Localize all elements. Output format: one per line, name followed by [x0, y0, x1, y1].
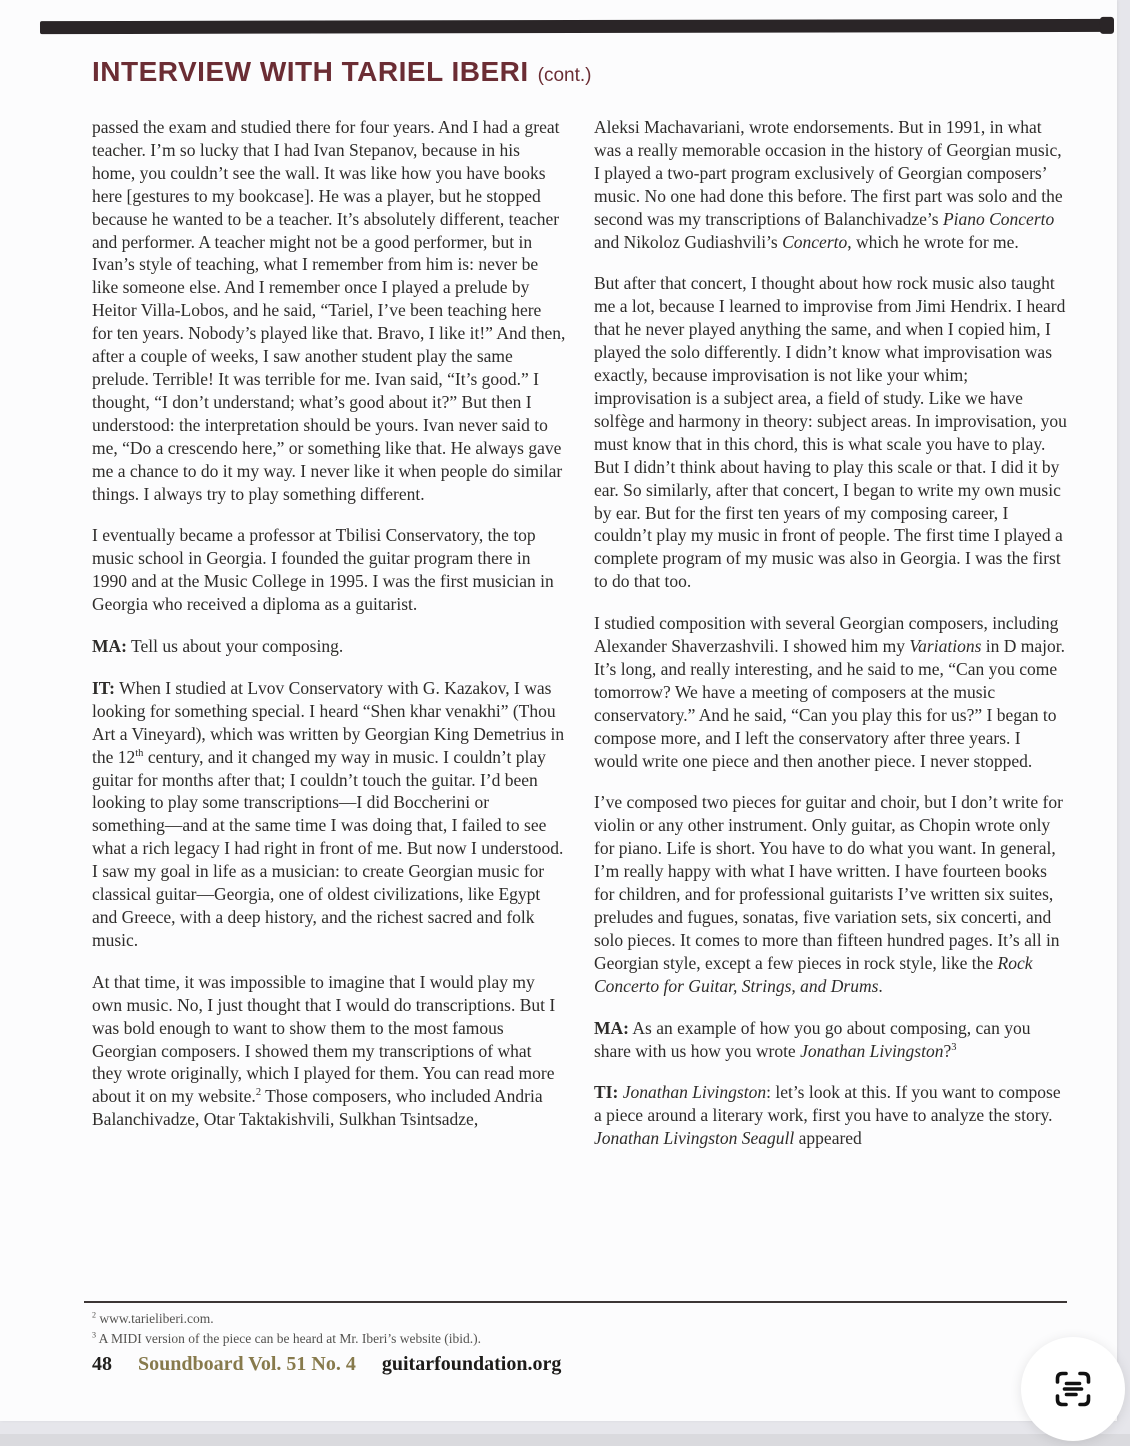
- text-segment: TI:: [594, 1082, 619, 1103]
- text-segment: As an example of how you go about composing, can you share with us how you wrote: [594, 1017, 1031, 1061]
- text-segment: Aleksi Machavariani, wrote endorsements. But in 1991, in what was a really memorable occasion in the history of Georgian music, I played a two-part program exclusively of Georgian composers’ music. No one had done this before. The first part was solo and the second was my transcriptions of Balanchivadze’s: [594, 117, 1063, 229]
- text-segment: Variations: [909, 636, 982, 657]
- paragraph: [92, 524, 566, 616]
- text-segment: Jonathan Livingston Seagull: [594, 1128, 795, 1149]
- text-segment: ?: [943, 1040, 952, 1061]
- paragraph: [594, 116, 1068, 253]
- text-segment: At that time, it was impossible to imagine that I would play my own music. No, I just thought that I would do transcriptions. But I was bold enough to want to show them to the most famous Georgian composers. I showed them my transcriptions of what they wrote originally, which I played for them. You can read more about it on my website.: [92, 971, 556, 1107]
- text-segment: century, and it changed my way in music. I couldn’t play guitar for months after that; I couldn’t touch the guitar. I’d been looking to play some transcriptions—I did Boccherini or something—and at the same time I was doing that, I failed to see what a rich legacy I had right in front of me. But now I understood. I saw my goal in life as a musician: to create Georgian music for classical guitar—Georgia, one of oldest civilizations, like Egypt and Greece, with a deep history, and the richest sacred and folk music.: [92, 746, 564, 950]
- paragraph: [594, 791, 1068, 997]
- text-segment: MA:: [594, 1017, 629, 1038]
- text-segment: I’ve composed two pieces for guitar and choir, but I don’t write for violin or any other instrument. Only guitar, as Chopin wrote only for piano. Life is short. You have to do what you want. In general, I’m really happy with what I have written. I have fourteen books for children, and for professional guitarists I’ve written six suites, preludes and fugues, sonatas, five variation sets, six concerti, and solo pieces. It comes to more than fifteen hundred pages. It’s all in Georgian style, except a few pieces in rock style, like the: [594, 792, 1063, 973]
- article-body: [92, 116, 1068, 1150]
- footnotes: [92, 1309, 481, 1349]
- footnote: $^3$ A MIDI version of the piece can be heard at Mr. Iberi’s website (ibid.).: [92, 1330, 482, 1346]
- text-segment: I eventually became a professor at Tbilisi Conservatory, the top music school in Georgia. I founded the guitar program there in 1990 and at the Music College in 1995. I was the first musician in Georgia who received a diploma as a guitarist.: [92, 525, 554, 615]
- text-segment: and Nikoloz Gudiashvili’s: [594, 231, 783, 252]
- scan-text-icon: [1049, 1365, 1097, 1413]
- paragraph: [92, 677, 566, 952]
- text-segment: Rock Concerto for Guitar, Strings, and Drums: [594, 952, 1033, 996]
- article-column-right: [594, 116, 1068, 1150]
- page-title: [92, 56, 591, 88]
- paragraph: [92, 971, 566, 1131]
- paragraph: [594, 1081, 1068, 1150]
- text-segment: Jonathan Livingston: [622, 1082, 767, 1103]
- text-segment: Those composers, who included Andria Balanchivadze, Otar Taktakishvili, Sulkhan Tsintsadze,: [92, 1086, 543, 1130]
- text-segment: passed the exam and studied there for four years. And I had a great teacher. I’m so lucky that I had Ivan Stepanov, because in his home, you couldn’t see the wall. It was like how you have books here [gestures to my bookcase]. He was a player, but he stopped because he wanted to be a teacher. It’s absolutely different, teacher and performer. A teacher might not be a good performer, but in Ivan’s style of teaching, what I remember from him is: never be like someone else. And I remember once I played a prelude by Heitor Villa-Lobos, and he said, “Tariel, I’ve been teaching here for ten years. Nobody’s played like that. Bravo, I like it!” And then, after a couple of weeks, I saw another student play the same prelude. Terrible! It was terrible for me. Ivan said, “It’s good.” I thought, “I don’t understand; what’s good about it?” But then I understood: the interpretation should be yours. Ivan never said to me, “Do a crescendo here,” or something like that. He always gave me a chance to do it my way. I never like it when people do similar things. I always try to play something different.: [92, 117, 566, 504]
- paragraph: [594, 612, 1068, 772]
- text-segment: MA:: [92, 636, 127, 657]
- text-segment: : let’s look at this. If you want to compose a piece around a literary work, first you have to analyze the story.: [594, 1082, 1061, 1126]
- footnote-divider: [84, 1301, 1067, 1303]
- paragraph: [92, 116, 566, 505]
- article-column-left: [92, 116, 566, 1150]
- article-title-cont: (cont.): [537, 65, 592, 86]
- text-segment: I studied composition with several Georgian composers, including Alexander Shaverzashvili. I showed him my: [594, 613, 1059, 657]
- text-segment: Concerto: [782, 231, 848, 252]
- page-footer: [92, 1353, 561, 1376]
- live-text-button[interactable]: [1021, 1337, 1125, 1441]
- text-segment: 2: [255, 1087, 262, 1099]
- publication-title: Soundboard Vol. 51 No. 4: [138, 1353, 356, 1375]
- page-number: 48: [92, 1353, 112, 1375]
- background-strip: [0, 1434, 1130, 1446]
- text-segment: .: [878, 975, 883, 996]
- publication-website: guitarfoundation.org: [381, 1353, 562, 1375]
- scan-edge-bar: [40, 19, 1112, 34]
- paragraph: [92, 635, 566, 658]
- text-segment: 3: [951, 1041, 957, 1053]
- text-segment: th: [135, 747, 144, 759]
- text-segment: When I studied at Lvov Conservatory with G. Kazakov, I was looking for something special. I heard “Shen khar venakhi” (Thou Art a Vineyard), which was written by Georgian King Demetrius in the 12: [92, 677, 565, 767]
- paragraph: [594, 272, 1068, 593]
- text-segment: Tell us about your composing.: [126, 636, 344, 657]
- text-segment: appeared: [794, 1128, 862, 1149]
- text-segment: Jonathan Livingston: [800, 1040, 944, 1061]
- article-title: INTERVIEW WITH TARIEL IBERI: [92, 56, 529, 87]
- text-segment: IT:: [92, 677, 116, 698]
- text-segment: in D major. It’s long, and really interesting, and he said to me, “Can you come tomorrow? We have a meeting of composers at the music conservatory.” And he said, “Can you play this for us?” I began to compose more, and I left the conservatory after three years. I would write one piece and then another piece. I never stopped.: [594, 636, 1065, 771]
- footnote: $^2$ www.tarieliberi.com.: [92, 1310, 214, 1326]
- paragraph: [594, 1017, 1068, 1063]
- text-segment: But after that concert, I thought about how rock music also taught me a lot, because I learned to improvise from Jimi Hendrix. I heard that he never played anything the same, and when I copied him, I played the solo differently. I didn’t know what improvisation was exactly, because improvisation is not like your whim; improvisation is a subject area, a field of study. Like we have solfège and harmony in theory: subject areas. In improvisation, you must know that in this chord, this is what scale you have to play. But I didn’t think about having to play this scale or that. I did it by ear. So similarly, after that concert, I began to write my own music by ear. But for the first ten years of my composing career, I couldn’t play my music in front of people. The first time I played a complete program of my music was also in Georgia. I was the first to do that too.: [594, 273, 1067, 592]
- text-segment: , which he wrote for me.: [847, 231, 1019, 252]
- text-segment: Piano Concerto: [942, 208, 1055, 229]
